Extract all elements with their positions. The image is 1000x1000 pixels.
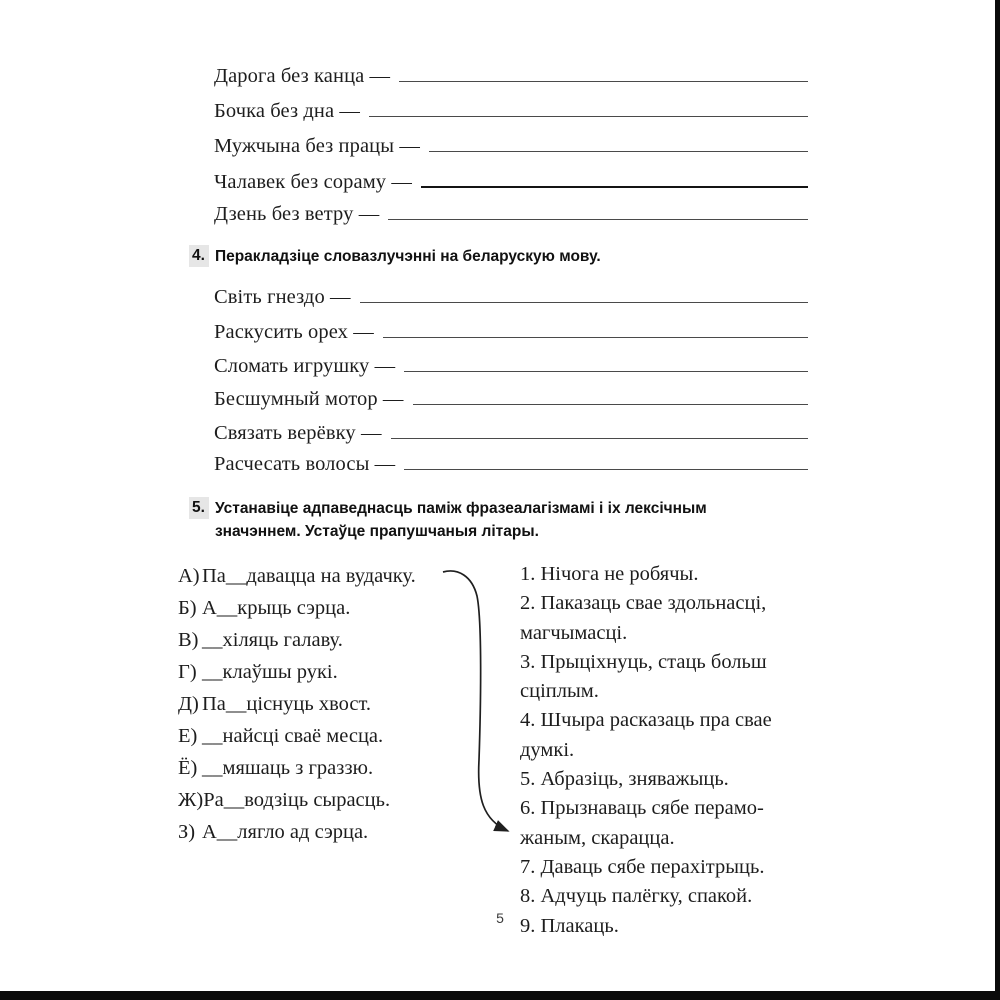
list-item-text: Нічога не робячы. xyxy=(540,563,699,585)
list-item[interactable] xyxy=(178,624,440,656)
fill-row-blank[interactable] xyxy=(383,318,808,338)
page-edge-right xyxy=(995,0,1000,991)
fill-row-label: Бесшумный мотор — xyxy=(214,388,404,410)
fill-row-blank[interactable] xyxy=(404,450,808,470)
exercise-5-left-column xyxy=(178,560,440,848)
list-item[interactable] xyxy=(178,592,440,624)
list-item-marker: Г) xyxy=(178,661,197,683)
exercise-5-heading xyxy=(189,497,814,543)
fill-row xyxy=(214,283,808,313)
list-item-text: Абразіць, зняважыць. xyxy=(540,768,729,791)
fill-row-label: Мужчына без працы — xyxy=(214,135,420,157)
match-arrow xyxy=(443,571,508,831)
page-edge-bottom xyxy=(0,991,1000,1000)
list-item-number: 8. xyxy=(520,885,536,908)
list-item[interactable] xyxy=(178,720,440,752)
list-item-text: Паказаць свае здольнасці, магчымасці. xyxy=(520,592,767,644)
page-number: 5 xyxy=(496,910,504,926)
exercise-5-instruction-line2: значэннем. Устаўце прапушчаныя літары. xyxy=(214,523,539,540)
list-item-text: Ра__водзіць сырасць. xyxy=(203,789,391,811)
fill-row-label: Связать верёвку — xyxy=(214,422,382,444)
list-item[interactable] xyxy=(520,853,820,882)
fill-row-blank[interactable] xyxy=(429,132,808,152)
list-item-number: 4. xyxy=(520,709,536,732)
exercise-4-heading xyxy=(189,245,814,268)
list-item[interactable] xyxy=(178,656,440,688)
fill-row-blank[interactable] xyxy=(369,97,808,117)
list-item-marker: А) xyxy=(178,565,200,587)
list-item-text: Прыціхнуць, стаць больш сціплым. xyxy=(520,650,767,703)
list-item-text: __найсці сваё месца. xyxy=(202,725,384,747)
list-item[interactable] xyxy=(520,765,820,794)
fill-row xyxy=(214,62,808,92)
list-item-text: Адчуць палёгку, спакой. xyxy=(540,885,753,908)
list-item-number: 9. xyxy=(520,914,536,937)
list-item-text: __хіляць галаву. xyxy=(202,629,343,651)
fill-row-blank[interactable] xyxy=(413,385,808,405)
fill-row-label: Дарога без канца — xyxy=(214,65,391,87)
fill-row-blank[interactable] xyxy=(404,352,808,372)
fill-row xyxy=(214,419,808,449)
list-item-marker: Ё) xyxy=(178,757,198,779)
list-item-text: Шчыра расказаць пра свае думкі. xyxy=(520,709,772,761)
fill-row-label: Раскусить орех — xyxy=(214,321,374,343)
fill-row-label: Расчесать волосы — xyxy=(214,453,396,475)
fill-row-label: Світь гнездо — xyxy=(214,286,351,308)
list-item-marker: Б) xyxy=(178,597,197,619)
list-item[interactable] xyxy=(178,816,440,848)
fill-row xyxy=(214,200,808,230)
list-item-text: Прызнаваць сябе перамо-жаным, скарацца. xyxy=(520,797,764,849)
list-item-number: 1. xyxy=(520,563,536,585)
list-item[interactable] xyxy=(520,560,820,589)
list-item-marker: Д) xyxy=(178,693,199,715)
list-item-text: __мяшаць з граззю. xyxy=(202,757,374,779)
list-item[interactable] xyxy=(520,706,820,765)
list-item[interactable] xyxy=(520,794,820,853)
fill-row-label: Дзень без ветру — xyxy=(214,203,380,225)
exercise-5-instruction-line1: Устанавіце адпаведнасць паміж фразеалагізмамі і іх лексічным xyxy=(214,500,707,517)
list-item-text: __клаўшы рукі. xyxy=(202,661,338,683)
list-item-marker: В) xyxy=(178,629,199,651)
fill-row xyxy=(214,352,808,382)
fill-row-label: Сломать игрушку — xyxy=(214,355,396,377)
list-item[interactable] xyxy=(520,648,820,707)
fill-row-label: Бочка без дна — xyxy=(214,100,361,122)
list-item-marker: Е) xyxy=(178,725,198,747)
exercise-5-right-column xyxy=(520,560,820,941)
list-item[interactable] xyxy=(520,882,820,911)
list-item-text: А__крыць сэрца. xyxy=(202,597,351,619)
list-item-text: А__лягло ад сэрца. xyxy=(202,821,369,843)
exercise-5-number: 5. xyxy=(189,497,209,519)
fill-row-label: Чалавек без сораму — xyxy=(214,171,412,193)
fill-row xyxy=(214,167,808,197)
fill-row xyxy=(214,318,808,348)
list-item-number: 7. xyxy=(520,855,536,878)
list-item-text: Даваць сябе перахітрыць. xyxy=(540,855,765,878)
list-item-number: 3. xyxy=(520,650,536,673)
list-item-number: 2. xyxy=(520,592,536,615)
fill-row-blank[interactable] xyxy=(388,200,808,220)
list-item[interactable] xyxy=(520,589,820,648)
fill-row xyxy=(214,385,808,415)
list-item[interactable] xyxy=(178,688,440,720)
exercise-4-instruction: Перакладзіце словазлучэнні на беларускую мову. xyxy=(214,248,601,265)
fill-row-blank[interactable] xyxy=(421,167,808,188)
list-item[interactable] xyxy=(178,560,440,592)
fill-row-blank[interactable] xyxy=(360,283,808,303)
fill-row xyxy=(214,450,808,480)
fill-row-blank[interactable] xyxy=(399,62,808,82)
list-item-text: Па__давацца на вудачку. xyxy=(202,565,416,587)
list-item-text: Па__ціснуць хвост. xyxy=(202,693,372,715)
list-item[interactable] xyxy=(178,784,440,816)
list-item-marker: З) xyxy=(178,821,196,843)
fill-row-blank[interactable] xyxy=(391,419,808,439)
list-item[interactable] xyxy=(178,752,440,784)
list-item-text: Плакаць. xyxy=(540,914,619,937)
exercise-5-instruction xyxy=(215,497,814,543)
list-item-number: 5. xyxy=(520,768,536,791)
fill-row xyxy=(214,97,808,127)
list-item-number: 6. xyxy=(520,797,536,820)
fill-row xyxy=(214,132,808,162)
exercise-4-number: 4. xyxy=(189,245,209,267)
list-item-marker: Ж) xyxy=(178,789,204,811)
